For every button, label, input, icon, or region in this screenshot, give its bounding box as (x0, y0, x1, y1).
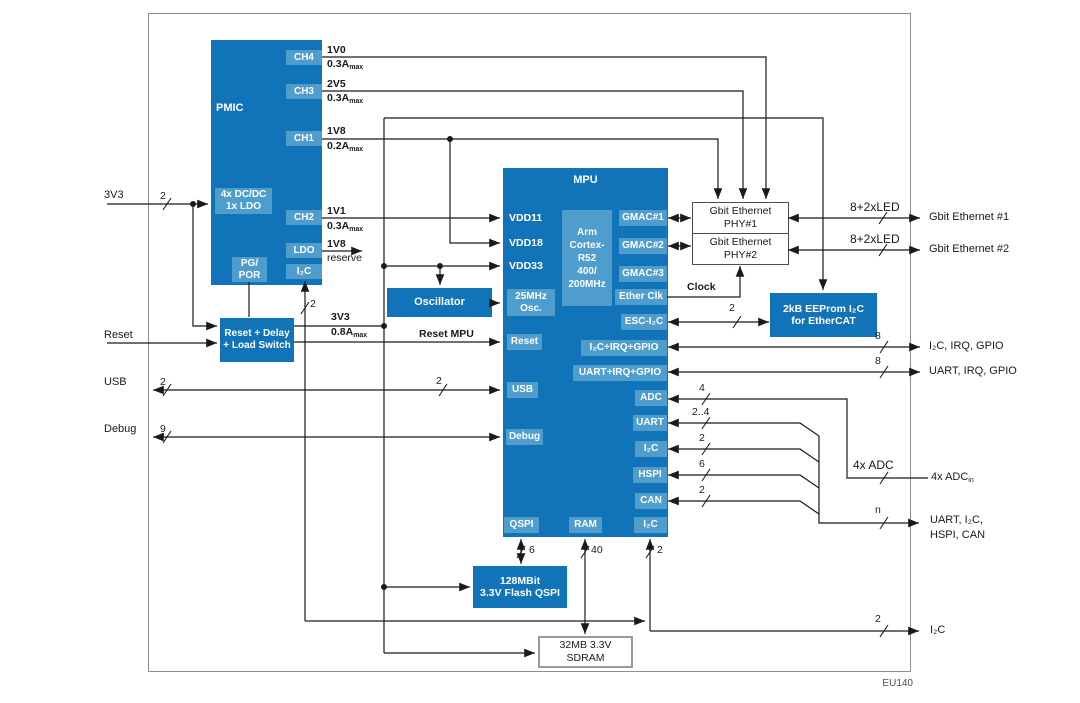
width-ext-i2c: 2 (875, 613, 881, 625)
width-hspi: 6 (699, 458, 705, 470)
width-esc: 2 (729, 302, 735, 314)
width-usb-left: 2 (160, 376, 166, 388)
mpu-chip-gmac1: GMAC#1 (619, 210, 667, 226)
rail-1v0-current (327, 58, 363, 71)
cpu-line2: Cortex- (569, 239, 605, 251)
mpu-port-vdd33: VDD33 (509, 260, 543, 272)
rail-1v0: 1V0 (327, 44, 346, 56)
pmic-title: PMIC (216, 102, 244, 114)
mpu-title: MPU (573, 174, 598, 186)
cpu-line5: 200MHz (568, 278, 606, 290)
mpu-chip-i2c-bottom: I₂C (634, 517, 667, 533)
mpu-chip-adc: ADC (635, 390, 667, 406)
width-ram: 40 (591, 544, 603, 556)
osc25-line1: 25MHz (515, 290, 547, 302)
rail-1v0-sub: max (349, 64, 364, 71)
mpu-chip-i2c: I₂C (635, 441, 667, 457)
mpu-port-vdd11: VDD11 (509, 212, 543, 224)
mpu-chip-etherclk: Ether Clk (615, 289, 667, 305)
mpu-chip-qspi: QSPI (504, 517, 539, 533)
ext-uart-irq-gpio-label: UART, IRQ, GPIO (929, 365, 1017, 377)
pmic-core-box (215, 188, 272, 214)
rail-3v3-current (331, 326, 367, 339)
led2-label: 8+2xLED (850, 232, 900, 246)
cpu-line3: R52 (577, 252, 597, 264)
load-switch-line2: + Load Switch (223, 340, 291, 351)
ext-usb-label: USB (104, 376, 127, 388)
rail-2v5-amps: 0.3A (327, 92, 350, 104)
load-switch-line1: Reset + Delay (224, 327, 290, 339)
ext-adc-text: 4x ADC (931, 471, 969, 483)
osc25-line2: Osc. (520, 302, 542, 314)
rail-2v5-sub: max (349, 98, 364, 105)
phy2-block (692, 233, 789, 265)
mpu-chip-uart: UART (633, 415, 667, 431)
flash-line2: 3.3V Flash QSPI (480, 587, 560, 599)
ext-bus-label-line2: HSPI, CAN (930, 529, 986, 541)
width-i2c: 2 (699, 432, 705, 444)
mpu-chip-usb: USB (507, 382, 538, 398)
pmic-i2c: I₂C (286, 264, 322, 279)
ext-3v3-label: 3V3 (104, 189, 124, 201)
mpu-chip-can: CAN (635, 493, 667, 509)
flash-block (473, 566, 567, 608)
mpu-chip-gmac2: GMAC#2 (619, 238, 667, 254)
rail-2v5-current (327, 92, 363, 105)
mpu-chip-esc-i2c: ESC-I₂C (621, 314, 667, 330)
led1-label: 8+2xLED (850, 200, 900, 214)
cpu-line1: Arm (576, 226, 597, 238)
mpu-port-vdd18: VDD18 (509, 237, 543, 249)
width-adc: 4 (699, 382, 705, 394)
eeprom-line1: 2kB EEProm I₂C (782, 302, 865, 315)
pmic-ch2: CH2 (286, 210, 322, 225)
rail-1v1-current (327, 220, 363, 233)
ext-eth2-label: Gbit Ethernet #2 (929, 243, 1010, 255)
width-uart-irq: 8 (875, 355, 881, 367)
rail-1v1-amps: 0.3A (327, 220, 350, 232)
eeprom-line2: for EtherCAT (791, 315, 856, 327)
mpu-chip-hspi: HSPI (633, 467, 667, 483)
mpu-chip-uart-irq-gpio: UART+IRQ+GPIO (573, 365, 667, 381)
phy2-line2: PHY#2 (723, 249, 758, 261)
phy2-line1: Gbit Ethernet (709, 236, 772, 248)
cpu-line4: 400/ (577, 265, 597, 277)
clock-label: Clock (687, 281, 716, 293)
width-pmic-i2c: 2 (310, 298, 316, 310)
pmic-core-line2: 1x LDO (225, 201, 261, 212)
ext-debug-label: Debug (104, 423, 137, 435)
phy1-block (692, 202, 789, 234)
rail-2v5: 2V5 (327, 78, 346, 90)
width-i2c-bottom: 2 (657, 544, 663, 556)
mpu-chip-debug: Debug (506, 429, 543, 445)
rail-1v0-amps: 0.3A (327, 58, 350, 70)
rail-3v3-out: 3V3 (331, 311, 350, 323)
width-qspi: 6 (529, 544, 535, 556)
rail-3v3-amps: 0.8A (331, 326, 354, 338)
ext-bus-label-line1: UART, I₂C, (930, 514, 983, 526)
width-n: n (875, 504, 881, 516)
rail-1v8-current (327, 140, 363, 153)
mpu-chip-ram: RAM (569, 517, 602, 533)
width-can: 2 (699, 484, 705, 496)
width-usb-right: 2 (436, 375, 442, 387)
mpu-chip-25mhz-osc (507, 289, 555, 316)
sdram-block (538, 636, 633, 668)
ext-adc-label (931, 471, 974, 484)
mpu-chip-i2c-irq-gpio: I₂C+IRQ+GPIO (581, 340, 667, 356)
pmic-ldo: LDO (286, 243, 322, 258)
sdram-line2: SDRAM (566, 652, 605, 664)
width-3v3: 2 (160, 190, 166, 202)
width-i2c-irq: 8 (875, 330, 881, 342)
eeprom-block (770, 293, 877, 337)
adc-bus-label: 4x ADC (853, 458, 894, 472)
pmic-pgpor-box (232, 257, 267, 282)
pmic-core-line1: 4x DC/DC (220, 189, 267, 200)
width-uart: 2..4 (692, 406, 710, 418)
load-switch-block (220, 318, 294, 362)
reset-mpu-label: Reset MPU (419, 328, 474, 340)
mpu-chip-gmac3: GMAC#3 (619, 266, 667, 282)
ext-i2c-irq-gpio-label: I₂C, IRQ, GPIO (929, 340, 1004, 352)
pmic-ch4: CH4 (286, 50, 322, 65)
mpu-cpu-box (562, 210, 612, 306)
pgpor-line1: PG/ (240, 257, 259, 269)
oscillator-block: Oscillator (387, 288, 492, 317)
flash-line1: 128MBit (499, 574, 541, 587)
rail-1v8-sub: max (349, 146, 364, 153)
ext-reset-label: Reset (104, 329, 133, 341)
phy1-line2: PHY#1 (723, 218, 758, 230)
ext-adc-sub: in (968, 477, 974, 484)
rail-1v1-sub: max (349, 226, 364, 233)
rail-ldo-reserve: reserve (327, 252, 363, 264)
ext-eth1-label: Gbit Ethernet #1 (929, 211, 1010, 223)
rail-1v8: 1V8 (327, 125, 346, 137)
rail-1v1: 1V1 (327, 205, 346, 217)
phy1-line1: Gbit Ethernet (709, 205, 772, 217)
mpu-chip-reset: Reset (507, 334, 542, 350)
rail-ldo-1v8: 1V8 (327, 238, 346, 250)
rail-1v8-amps: 0.2A (327, 140, 350, 152)
width-debug: 9 (160, 423, 166, 435)
pmic-ch1: CH1 (286, 131, 322, 146)
ext-i2c-label: I₂C (930, 624, 946, 636)
pmic-ch3: CH3 (286, 84, 322, 99)
rail-3v3-sub: max (353, 332, 368, 339)
pgpor-line2: POR (238, 269, 261, 281)
figure-id: EU140 (882, 678, 913, 689)
sdram-line1: 32MB 3.3V (559, 639, 612, 651)
